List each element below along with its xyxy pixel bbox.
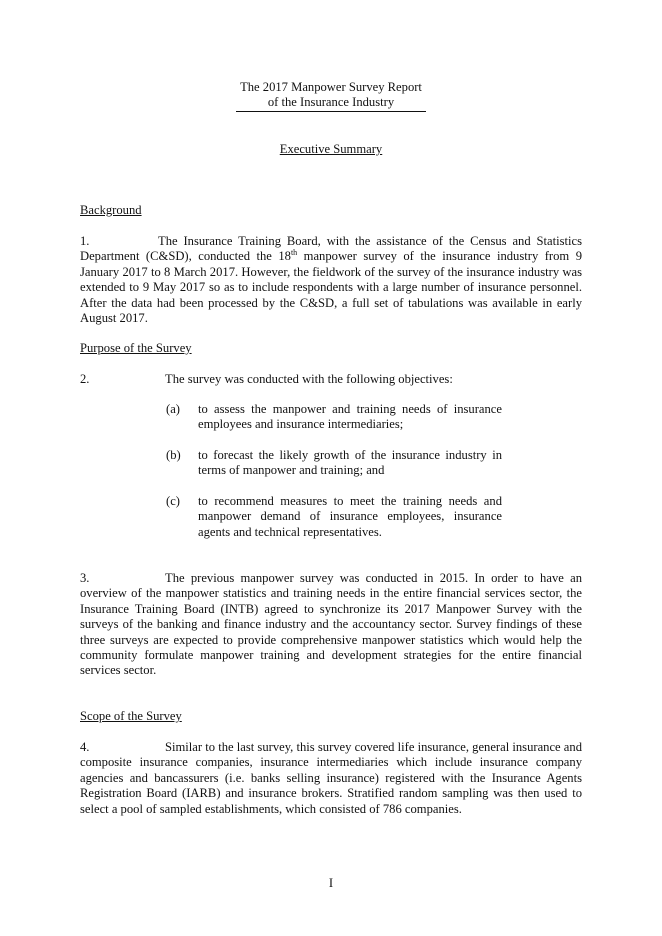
purpose-heading: Purpose of the Survey [80, 341, 192, 355]
executive-summary-heading: Executive Summary [279, 142, 383, 156]
objective-a-text: to assess the manpower and training needs of insurance employees and insurance intermediaries; [198, 402, 502, 432]
title-line-2: of the Insurance Industry [236, 95, 426, 111]
objective-a [166, 402, 502, 433]
paragraph-3-text: The previous manpower survey was conducted in 2015. In order to have an overview of the manpower statistics and training needs in the entire financial services sector, the Insurance Training Board (INTB) agreed to synchronize its 2017 Manpower Survey with the surveys of the banking and finance industry and the accountancy sector. Survey findings of these three surveys are expected to provide comprehensive manpower statistics which would help the community formulate manpower training and development strategies for the entire financial services sector. [80, 571, 582, 678]
paragraph-1-text-b: manpower survey of the insurance industry from 9 January 2017 to 8 March 2017. However, the fieldwork of the survey of the insurance industry was extended to 9 May 2017 so as to include respondents with a large number of insurance personnel. After the data had been processed by the C&SD, a full set of tabulations was available in early August 2017. [80, 249, 582, 326]
objective-b-label: (b) [166, 448, 181, 462]
paragraph-2-text: The survey was conducted with the following objectives: [165, 372, 453, 386]
report-title [0, 80, 662, 112]
objective-a-label: (a) [166, 402, 180, 416]
paragraph-1-text-a: The Insurance Training Board, with the assistance of the Census and Statistics Department (C&SD), conducted the 18 [80, 234, 582, 264]
objective-c [166, 494, 502, 540]
paragraph-1 [80, 234, 582, 326]
paragraph-3 [80, 571, 582, 679]
paragraph-1-number: 1. [80, 234, 90, 248]
objective-b-text: to forecast the likely growth of the insurance industry in terms of manpower and training; and [198, 448, 502, 478]
paragraph-1-sup: th [290, 248, 298, 258]
paragraph-3-number: 3. [80, 571, 90, 585]
objective-c-label: (c) [166, 494, 180, 508]
scope-heading: Scope of the Survey [80, 709, 182, 723]
paragraph-4 [80, 740, 582, 817]
paragraph-2 [80, 372, 582, 387]
objective-c-text: to recommend measures to meet the training needs and manpower demand of insurance employees, insurance agents and technical representatives. [198, 494, 502, 539]
paragraph-2-number: 2. [80, 372, 90, 386]
paragraph-4-text: Similar to the last survey, this survey covered life insurance, general insurance and composite insurance companies, insurance intermediaries which include insurance company agencies and bancassurers (i.e. banks selling insurance) registered with the Insurance Agents Registration Board (IARB) and insurance brokers. Stratified random sampling was then used to select a pool of sampled establishments, which consisted of 786 companies. [80, 740, 582, 816]
page-number: I [328, 876, 334, 890]
title-line-1: The 2017 Manpower Survey Report [240, 80, 422, 94]
objective-b [166, 448, 502, 479]
background-heading: Background [80, 203, 142, 217]
paragraph-4-number: 4. [80, 740, 90, 754]
